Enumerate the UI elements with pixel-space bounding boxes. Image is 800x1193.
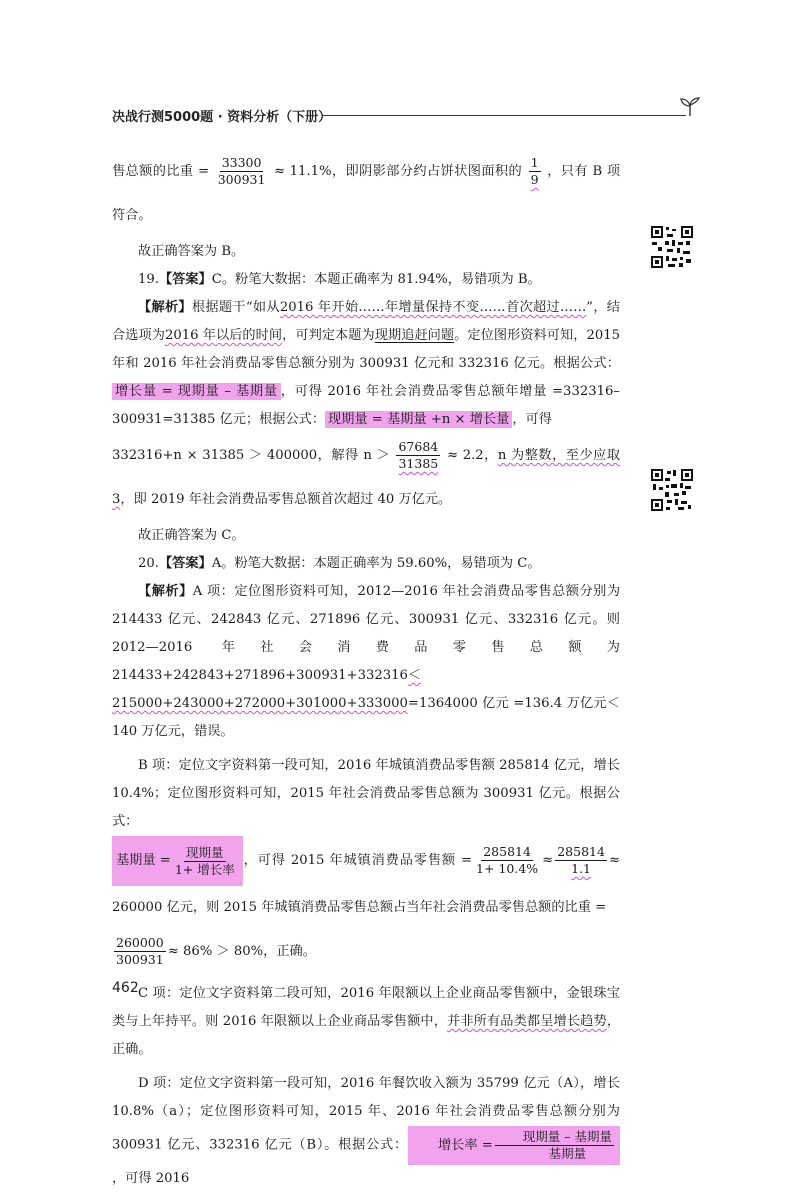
frac-den: 基期量 bbox=[548, 1146, 587, 1161]
q20-text: ≈ bbox=[542, 853, 554, 868]
q19-underline-2: 2016 年以后的时间 bbox=[164, 328, 283, 343]
qr-code-icon[interactable] bbox=[650, 225, 694, 269]
analysis-tag: 【解析】 bbox=[138, 584, 193, 599]
q20-text: D 项：定位文字资料第一段可知，2016 年餐饮收入额为 35799 亿元（A），增长 10.8%（a）；定位图形资料可知，2015 年、2016 年社会消费品零售总额分别为 300931 亿元、332316 亿元（B）。根据公式： bbox=[112, 1076, 620, 1153]
frac-den: 1.1 bbox=[571, 861, 592, 876]
q19-conclusion: 故正确答案为 C。 bbox=[138, 528, 245, 543]
q19-underline-3: 现期追赶问题 bbox=[374, 328, 455, 343]
fraction-one-ninth bbox=[529, 155, 541, 188]
q19-text: ，可得 bbox=[512, 412, 552, 427]
frac-num: 33300 bbox=[221, 155, 262, 170]
q20-answer bbox=[112, 550, 620, 578]
q20-answer-text: A。粉笔大数据：本题正确率为 59.60%，易错项为 C。 bbox=[211, 556, 541, 571]
answer-tag: 【答案】 bbox=[158, 556, 212, 571]
q19-solve-line bbox=[112, 434, 620, 522]
frac-den: 1+ 10.4% bbox=[476, 861, 539, 876]
q20-number: 20. bbox=[138, 556, 159, 571]
q20-text: A 项：定位图形资料可知，2012—2016 年社会消费品零售总额分别为 214433 亿元、242843 亿元、271896 亿元、300931 亿元、332316 亿元。则 2012—2016 年社会消费品零售总额为 214433+242843+271896+300931+332316 bbox=[112, 584, 621, 683]
formula-current: 现期量 = 基期量 +n × 增长量 bbox=[325, 411, 512, 428]
fraction-285814-a bbox=[474, 844, 540, 877]
frac-num: 现期量 – 基期量 bbox=[495, 1129, 614, 1146]
intro-line bbox=[112, 150, 620, 238]
frac-den: 9 bbox=[530, 172, 539, 187]
formula-label: 基期量 = bbox=[116, 853, 171, 868]
frac-num: 285814 bbox=[483, 844, 531, 859]
formula-frac bbox=[173, 845, 237, 878]
q19-text: 。定位图形资料可知，2015 年和 2016 年社会消费品零售总额分别为 300931 亿元和 332316 亿元。根据公式： bbox=[112, 328, 621, 371]
q19-text: ，可得 2016 年社会消费品零售总额年增量 =332316–300931=31385 亿元；根据公式： bbox=[112, 384, 620, 427]
fraction-285814-b bbox=[555, 844, 607, 877]
frac-den: 300931 bbox=[217, 172, 266, 187]
q19-text: ，可判定本题为 bbox=[282, 328, 375, 343]
q19-text: ≈ 2.2， bbox=[446, 448, 498, 463]
frac-den: 300931 bbox=[116, 952, 164, 967]
q19-underline-4: n 为整数，至少应取 3 bbox=[112, 448, 621, 507]
intro-conclusion: 故正确答案为 B。 bbox=[138, 244, 245, 259]
q20-text: =1364000 亿元 =136.4 万亿元＜ 140 万亿元，错误。 bbox=[112, 696, 620, 739]
q19-text: 332316+n × 31385 ＞ 400000，解得 n ＞ bbox=[112, 448, 390, 463]
q20-option-b-formula bbox=[112, 836, 620, 930]
sprout-icon bbox=[678, 96, 702, 118]
q19-answer-text: C。粉笔大数据：本题正确率为 81.94%，易错项为 B。 bbox=[211, 272, 541, 287]
q19-underline-1: 2016 年开始……年增量保持不变……首次超过…… bbox=[279, 300, 587, 315]
q20-text: ≈ 260000 亿元，则 2015 年城镇消费品零售总额占当年社会消费品零售总额的比重 = bbox=[112, 853, 620, 915]
qr-code-icon[interactable] bbox=[650, 468, 694, 512]
fraction-260000 bbox=[114, 935, 166, 968]
q19-answer bbox=[112, 266, 620, 294]
formula-growth-rate bbox=[408, 1126, 620, 1165]
q20-option-b: B 项：定位文字资料第一段可知，2016 年城镇消费品零售额 285814 亿元，增长 10.4%；定位图形资料可知，2015 年社会消费品零售总额为 300931 亿元。根据公式： bbox=[112, 758, 620, 829]
analysis-tag: 【解析】 bbox=[138, 300, 192, 315]
q20-text: ，正确。 bbox=[112, 1014, 620, 1057]
fraction-33300 bbox=[216, 155, 268, 188]
page-header bbox=[112, 100, 702, 128]
fraction-67684 bbox=[396, 439, 440, 472]
frac-den: 31385 bbox=[398, 456, 439, 471]
intro-text-2: ≈ 11.1%，即阴影部分约占饼状图面积的 bbox=[274, 164, 523, 179]
frac-num: 67684 bbox=[398, 439, 439, 454]
frac-num: 260000 bbox=[116, 935, 164, 950]
q20-option-a bbox=[112, 578, 620, 746]
q20-text: ≈ 86% ＞ 80%，正确。 bbox=[167, 944, 316, 959]
page-number: 462 bbox=[112, 980, 139, 996]
q20-underline-a: ＜ 215000+243000+272000+301000+333000 bbox=[112, 668, 422, 711]
header-title: 决战行测5000题 · 资料分析（下册） bbox=[112, 110, 332, 125]
answer-tag: 【答案】 bbox=[158, 272, 212, 287]
q19-number: 19. bbox=[138, 272, 159, 287]
header-rule bbox=[322, 115, 686, 116]
q19-text: ，即 2019 年社会消费品零售总额首次超过 40 万亿元。 bbox=[120, 492, 452, 507]
q20-option-c bbox=[112, 980, 620, 1064]
frac-num: 285814 bbox=[557, 844, 605, 859]
frac-num: 1 bbox=[530, 155, 539, 170]
q20-option-b-result bbox=[112, 930, 620, 974]
q20-text: C 项：定位文字资料第二段可知，2016 年限额以上企业商品零售额中，金银珠宝类与上年持平。则 2016 年限额以上企业商品零售额中， bbox=[112, 986, 620, 1029]
q20-underline-c: 并非所有品类都呈增长趋势 bbox=[447, 1014, 607, 1029]
q19-text: 根据题干“如从 bbox=[191, 300, 280, 315]
frac-den: 1+ 增长率 bbox=[174, 861, 235, 877]
frac-num: 现期量 bbox=[186, 844, 224, 860]
formula-label: 增长率 = bbox=[437, 1137, 493, 1153]
q19-analysis bbox=[112, 294, 620, 434]
formula-frac bbox=[495, 1129, 614, 1162]
q19-text: ”，结合选项为 bbox=[112, 300, 620, 343]
intro-text-3: ，只有 B 项符合。 bbox=[112, 164, 621, 223]
formula-increment: 增长量 = 现期量 – 基期量 bbox=[112, 383, 281, 400]
intro-text-1: 售总额的比重 = bbox=[112, 164, 210, 179]
q20-text: ，可得 2016 bbox=[112, 1171, 190, 1186]
formula-base bbox=[112, 836, 243, 886]
q20-option-d bbox=[112, 1070, 620, 1193]
q20-text: ，可得 2015 年城镇消费品零售额 = bbox=[242, 853, 473, 868]
page-content bbox=[112, 150, 620, 1193]
